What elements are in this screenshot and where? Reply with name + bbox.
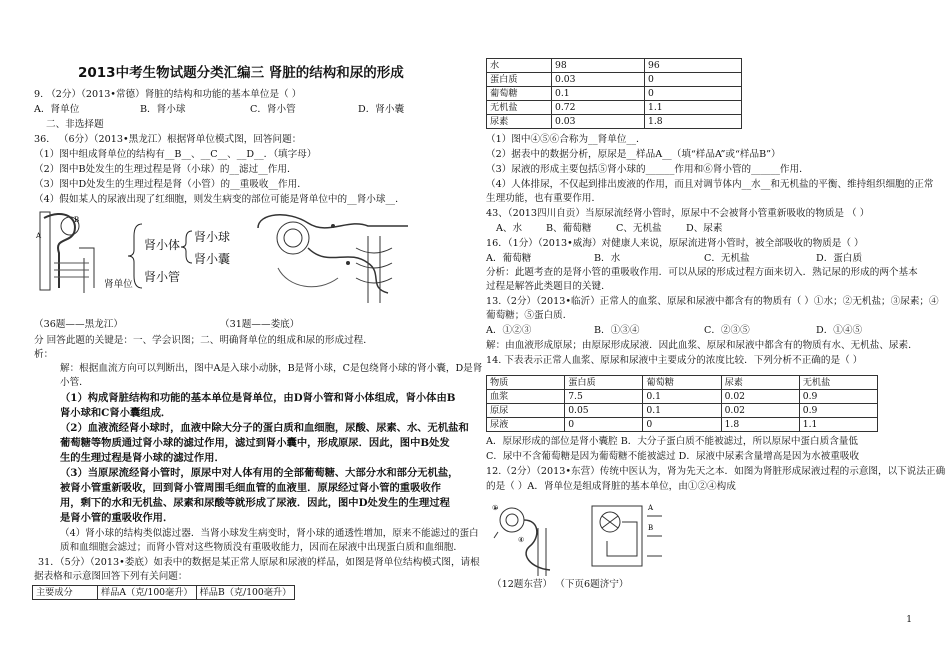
q31-part4: （4）人体排尿，不仅起到排出废液的作用，而且对调节体内__水__和无机盐的平衡、维持组织细胞的正常: [486, 179, 934, 190]
answer-line3b: 葡萄糖等物质通过肾小球的滤过作用，滤过到肾小囊中，形成原尿．因此，图中B处发: [60, 437, 450, 449]
q16-text: 16．（1分）（2013•威海）对健康人来说，原尿流进肾小管时，被全部吸收的物质是（ ）: [486, 238, 864, 249]
table-cell: 1.1: [645, 101, 742, 115]
brace-icon-small: [180, 229, 194, 265]
table-cell: 0: [565, 418, 643, 432]
table-row: [487, 418, 878, 432]
table-cell: 1.8: [645, 115, 742, 129]
table-row: [487, 390, 878, 404]
caption-12: （12题东营） （下页6题济宁）: [492, 579, 629, 590]
q13-text-b: 葡萄糖；⑤蛋白质．: [486, 310, 573, 321]
q36-part3: （3）图中D处发生的生理过程是肾（小管）的__重吸收__作用．: [34, 179, 307, 190]
table-row: [487, 404, 878, 418]
table-cell: 96: [645, 59, 742, 73]
q9-option-c: C．肾小管: [250, 104, 296, 115]
q36-part4: （4）假如某人的尿液出现了红细胞，则发生病变的部位可能是肾单位中的__肾小球__．: [34, 194, 405, 205]
answer-line4d: 是肾小管的重吸收作用．: [60, 512, 174, 524]
caption-36: （36题——黑龙江）: [34, 319, 123, 330]
table-cell: 水: [487, 59, 552, 73]
table-cell: 0.05: [565, 404, 643, 418]
answer-line4b: 被肾小管重新吸收，回到肾小管周围毛细血管的血液里．原尿经过肾小管的重吸收作: [60, 482, 441, 494]
page-title: 2013中考生物试题分类汇编三 肾脏的结构和尿的形成: [78, 65, 404, 81]
table-cell: 0.03: [552, 115, 645, 129]
label-tubule: 肾小管: [144, 270, 181, 284]
answer-line3c: 生的生理过程是肾小球的滤过作用．: [60, 452, 225, 464]
table-cell: 原尿: [487, 404, 565, 418]
q14-table: [486, 375, 878, 432]
svg-text:A: A: [648, 504, 654, 512]
nephron-diagram-36: [34, 208, 104, 298]
table-cell: 0.72: [552, 101, 645, 115]
answer-line4c: 用，剩下的水和无机盐、尿素和尿酸等就形成了尿液．因此，图中D处发生的生理过程: [60, 497, 450, 509]
q43-option-a: A、水: [496, 223, 523, 234]
table-cell: 葡萄糖: [643, 376, 721, 390]
table-row: [487, 101, 742, 115]
q12-text-b: 的是（ ）A．肾单位是组成肾脏的基本单位，由①②④构成: [486, 481, 736, 492]
svg-text:④: ④: [518, 536, 525, 544]
q16-option-c: C．无机盐: [704, 253, 750, 264]
q16-analysis: 分析：此题考查的是肾小管的重吸收作用．可以从尿的形成过程方面来切入．熟记尿的形成的两个基本: [486, 267, 918, 278]
q13-answer: 解：由血液形成原尿；由原尿形成尿液．因此血浆、原尿和尿液中都含有的物质有水、无机盐、尿素．: [486, 340, 918, 351]
table-cell: 蛋白质: [565, 376, 643, 390]
q31-part3: （3）尿液的形成主要包括⑤肾小球的______作用和⑥肾小管的______作用．: [486, 164, 809, 175]
page-number: 1: [906, 615, 912, 625]
q14-option-a-b: A．原尿形成的部位是肾小囊腔 B．大分子蛋白质不能被滤过，所以原尿中蛋白质含量低: [486, 436, 858, 447]
caption-31: （31题——娄底）: [220, 319, 300, 330]
table-cell: 1.1: [799, 418, 877, 432]
q14-text: 14. 下表表示正常人血浆、原尿和尿液中主要成分的浓度比较．下列分析不正确的是（ ）: [486, 355, 863, 366]
q9-option-a: A．肾单位: [34, 104, 80, 115]
section-heading: 二、非选择题: [46, 119, 104, 130]
q31-part1: （1）图中④⑤⑥合称为__肾单位__．: [486, 134, 646, 145]
q13-option-c: C．②③⑤: [704, 325, 750, 336]
table-cell: 0.02: [721, 390, 799, 404]
q31-table-body: [486, 58, 742, 129]
table-row: [487, 87, 742, 101]
q43-option-c: C、无机盐: [616, 223, 662, 234]
table-cell: 0.9: [799, 390, 877, 404]
q36-part1: （1）图中组成肾单位的结构有__B__、__C__、__D__．（填字母）: [34, 149, 317, 160]
answer-line2b: 肾小球和C肾小囊组成．: [60, 407, 172, 419]
table-cell: 物质: [487, 376, 565, 390]
q36-part2: （2）图中B处发生的生理过程是肾（小球）的__滤过__作用．: [34, 164, 297, 175]
label-renal-corpuscle: 肾小体: [144, 238, 181, 252]
q31-text: 31．（5分）（2013•娄底）如表中的数据是某正常人原尿和尿液的样品，如图是肾单位结构模式图，请根: [38, 557, 480, 568]
svg-text:①: ①: [492, 504, 499, 512]
answer-line2: （1）构成肾脏结构和功能的基本单位是肾单位，由D肾小管和肾小体组成，肾小体由B: [60, 392, 456, 404]
q43-option-b: B、葡萄糖: [546, 223, 592, 234]
answer-line5b: 质和血细胞会滤过；而肾小管对这些物质没有重吸收能力，因而在尿液中出现蛋白质和血细胞．: [60, 542, 463, 553]
label-kidney-unit: 肾单位: [104, 279, 133, 290]
table-cell: 0.1: [552, 87, 645, 101]
q13-option-a: A．①②③: [486, 325, 532, 336]
table-cell: 0.02: [721, 404, 799, 418]
table-row: [487, 59, 742, 73]
svg-text:A: A: [36, 232, 42, 240]
answer-line4: （3）当原尿流经肾小管时，原尿中对人体有用的全部葡萄糖、大部分水和部分无机盐，: [60, 467, 459, 479]
answer-line1b: 小管．: [60, 377, 89, 388]
table-header-cell: 样品A（克/100毫升）: [98, 586, 197, 600]
table-cell: 0.1: [643, 404, 721, 418]
table-cell: 0: [645, 73, 742, 87]
table-cell: 0.9: [799, 404, 877, 418]
table-header-cell: 主要成分: [33, 586, 98, 600]
q31-text-b: 据表格和示意图回答下列有关问题：: [34, 571, 188, 582]
q43-option-d: D、尿素: [686, 223, 723, 234]
q9-option-d: D．肾小囊: [358, 104, 405, 115]
table-cell: 0.1: [643, 390, 721, 404]
table-cell: 1.8: [721, 418, 799, 432]
q14-option-c-d: C．尿中不含葡萄糖是因为葡萄糖不能被滤过 D．尿液中尿素含量增高是因为水被重吸收: [486, 451, 860, 462]
q31-part4b: 生理功能，也有重要作用．: [486, 193, 602, 204]
kidney-diagram-6: [582, 496, 672, 576]
q9-option-b: B．肾小球: [140, 104, 186, 115]
table-row: [487, 115, 742, 129]
table-cell: 0: [645, 87, 742, 101]
table-cell: 尿素: [487, 115, 552, 129]
nephron-diagram-31: [248, 208, 413, 308]
brace-icon: [126, 222, 146, 290]
table-cell: 7.5: [565, 390, 643, 404]
label-capsule: 肾小囊: [194, 252, 231, 266]
table-cell: 98: [552, 59, 645, 73]
table-row: [487, 376, 878, 390]
q13-option-b: B．①③④: [594, 325, 640, 336]
q13-text: 13.（2分）（2013•临沂）正常人的血浆、原尿和尿液中都含有的物质有（ ）①水；②无机盐；③尿素；④: [486, 296, 939, 307]
table-cell: 无机盐: [799, 376, 877, 390]
table-header-cell: 样品B（克/100毫升）: [196, 586, 295, 600]
analysis-label: 析：: [34, 349, 54, 360]
svg-text:B: B: [74, 216, 80, 224]
table-cell: 血浆: [487, 390, 565, 404]
svg-text:B: B: [648, 524, 654, 532]
answer-line3: （2）血液流经肾小球时，血液中除大分子的蛋白质和血细胞，尿酸、尿素、水、无机盐和: [60, 422, 469, 434]
q16-option-b: B．水: [594, 253, 621, 264]
q16-option-d: D．蛋白质: [816, 253, 863, 264]
table-cell: 0: [643, 418, 721, 432]
q36-text: 36． （6分）（2013•黑龙江）根据肾单位模式图，回答问题：: [34, 134, 302, 145]
q9-text: 9. （2分）（2013•常德）肾脏的结构和功能的基本单位是（ ）: [34, 89, 302, 100]
table-cell: 尿素: [721, 376, 799, 390]
q43-text: 43、（2013四川自贡）当原尿流经肾小管时，原尿中不会被肾小管重新吸收的物质是 （ ）: [486, 208, 870, 219]
q12-text: 12.（2分）（2013•东营）传统中医认为，肾为先天之本．如图为肾脏形成尿液过程的示意图，以下说法正确: [486, 466, 946, 477]
table-row: [487, 73, 742, 87]
q16-option-a: A．葡萄糖: [486, 253, 532, 264]
q16-analysis-b: 过程是解答此类题目的关键．: [486, 281, 611, 292]
q31-table-head: [32, 585, 295, 600]
q31-part2: （2）据表中的数据分析，原尿是__样品A__（填“样品A”或“样品B”）: [486, 149, 781, 160]
table-cell: 0.03: [552, 73, 645, 87]
label-glomerulus: 肾小球: [194, 230, 231, 244]
answer-line5: （4）肾小球的结构类似滤过器．当肾小球发生病变时，肾小球的通透性增加，原来不能滤过的蛋白: [60, 528, 479, 539]
table-cell: 蛋白质: [487, 73, 552, 87]
kidney-diagram-12: [490, 498, 562, 578]
table-cell: 尿液: [487, 418, 565, 432]
analysis-head: 分 回答此题的关键是：一、学会识图；二、明确肾单位的组成和尿的形成过程．: [34, 335, 373, 346]
table-cell: 无机盐: [487, 101, 552, 115]
answer-line1: 解：根据血流方向可以判断出，图中A是入球小动脉，B是肾小球，C是包绕肾小球的肾小囊，D是肾: [60, 363, 483, 374]
table-cell: 葡萄糖: [487, 87, 552, 101]
q13-option-d: D．①④⑤: [816, 325, 863, 336]
